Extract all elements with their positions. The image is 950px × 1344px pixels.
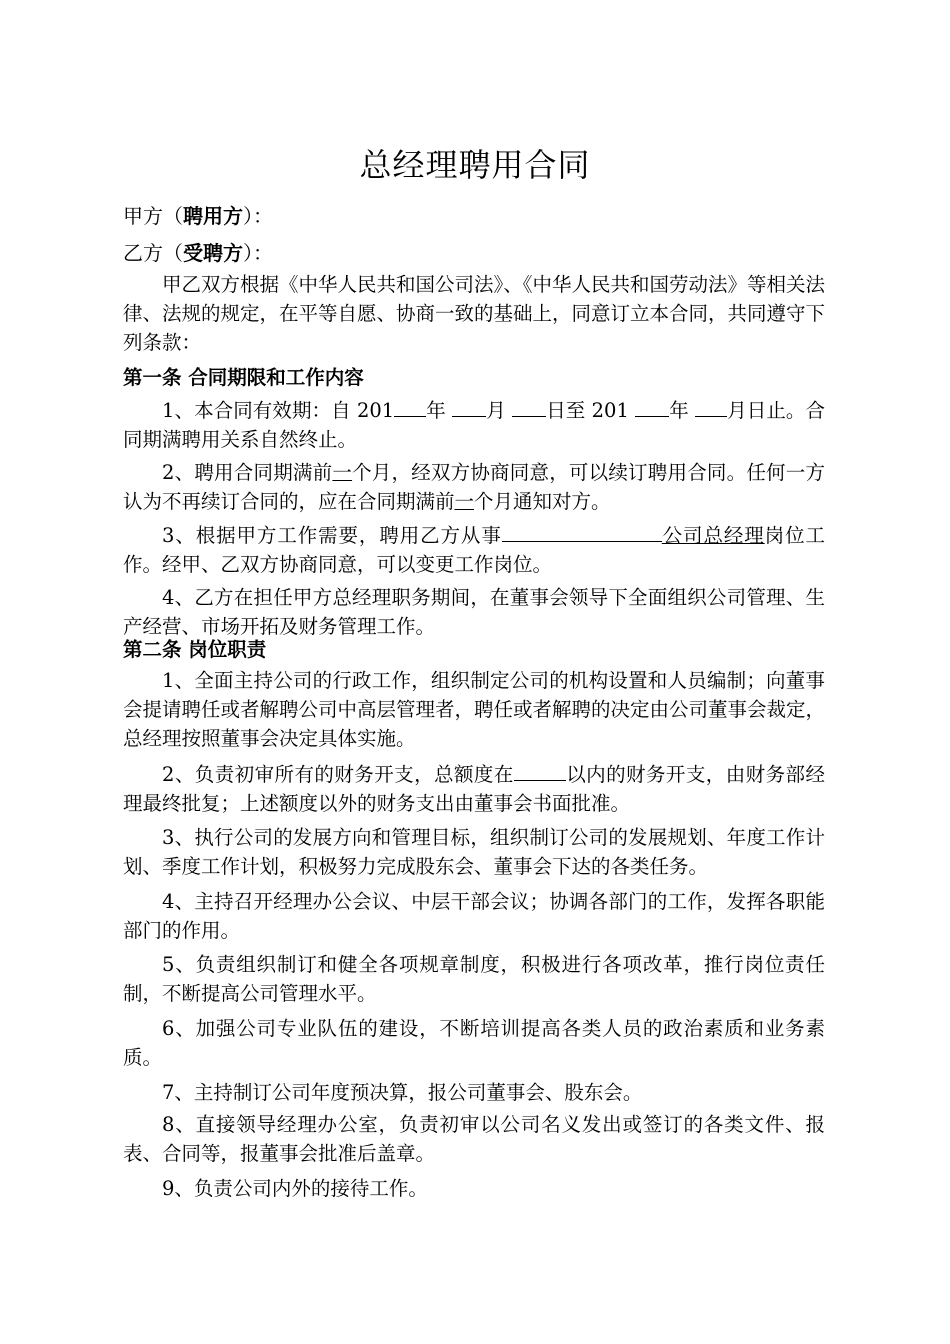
text-run: 1、本合同有效期：自 201 xyxy=(162,399,395,422)
section2-item-3: 3、执行公司的发展方向和管理目标，组织制订公司的发展规划、年度工作计划、季度工作计划，积极努力完成股东会、董事会下达的各类任务。 xyxy=(123,826,825,878)
party-a-line xyxy=(123,200,273,229)
section2-item-8: 8、直接领导经理办公室，负责初审以公司名义发出或签订的各类文件、报表、合同等，报董事会批准后盖章。 xyxy=(123,1113,825,1165)
page-title: 总经理聘用合同 xyxy=(359,146,591,184)
text-run: 月日止。合同期满聘用关系自然终止。 xyxy=(123,399,826,451)
blank-field xyxy=(502,523,662,542)
blank-field xyxy=(452,398,486,417)
text-run: 个月通知对方。 xyxy=(474,490,611,513)
underlined-value: 一 xyxy=(332,461,353,484)
section1-item-2 xyxy=(123,458,825,516)
section2-item-2 xyxy=(123,760,825,818)
section2-heading: 第二条 岗位职责 xyxy=(123,638,267,661)
party-a-role: 聘用方 xyxy=(183,204,243,228)
text-run: 年 xyxy=(669,399,696,422)
party-a-suffix: ）： xyxy=(243,204,273,228)
section2-item-5: 5、负责组织制订和健全各项规章制度，积极进行各项改革，推行岗位责任制，不断提高公司管理水平。 xyxy=(123,953,825,1005)
text-run: 月 xyxy=(486,399,513,422)
section1-item-1 xyxy=(123,396,825,454)
party-a-prefix: 甲方（ xyxy=(123,204,183,228)
blank-field xyxy=(635,398,669,417)
section2-item-6: 6、加强公司专业队伍的建设，不断培训提高各类人员的政治素质和业务素质。 xyxy=(123,1017,825,1069)
blank-field xyxy=(394,398,426,417)
text-run: 个月，经双方协商同意，可以续订聘用合同。任何一方认为不再续订合同的，应在合同期满前 xyxy=(123,461,825,513)
section2-item-9: 9、负责公司内外的接待工作。 xyxy=(162,1177,428,1200)
text-run: 年 xyxy=(426,399,453,422)
underlined-value: 一 xyxy=(454,490,475,513)
section2-item-1: 1、全面主持公司的行政工作，组织制定公司的机构设置和人员编制；向董事会提请聘任或者解聘公司中高层管理者，聘任或者解聘的决定由公司董事会裁定，总经理按照董事会决定具体实施。 xyxy=(123,669,826,750)
section2-item-7: 7、主持制订公司年度预决算，报公司董事会、股东会。 xyxy=(162,1081,643,1104)
intro-paragraph: 甲乙双方根据《中华人民共和国公司法》、《中华人民共和国劳动法》等相关法律、法规的规定，在平等自愿、协商一致的基础上，同意订立本合同，共同遵守下列条款： xyxy=(123,273,826,354)
text-run: 以内的财务开支，由财务部经理最终批复；上述额度以外的财务支出由董事会书面批准。 xyxy=(123,763,825,815)
underlined-value: 公司总经理 xyxy=(661,524,765,547)
party-b-role: 受聘方 xyxy=(183,241,243,265)
text-run: 岗位工作。经甲、乙双方协商同意，可以变更工作岗位。 xyxy=(123,524,825,576)
party-b-suffix: ）： xyxy=(243,241,273,265)
section1-item-3 xyxy=(123,521,825,579)
section1-item-4: 4、乙方在担任甲方总经理职务期间，在董事会领导下全面组织公司管理、生产经营、市场开拓及财务管理工作。 xyxy=(123,586,825,638)
blank-field xyxy=(512,398,546,417)
section1-heading: 第一条 合同期限和工作内容 xyxy=(123,366,364,389)
party-b-prefix: 乙方（ xyxy=(123,241,183,265)
text-run: 日至 201 xyxy=(546,399,636,422)
blank-field xyxy=(514,762,566,781)
blank-field xyxy=(695,398,727,417)
text-run: 3、根据甲方工作需要，聘用乙方从事 xyxy=(162,524,502,547)
text-run: 2、负责初审所有的财务开支，总额度在 xyxy=(162,763,514,786)
section2-item-4: 4、主持召开经理办公会议、中层干部会议；协调各部门的工作，发挥各职能部门的作用。 xyxy=(123,890,825,942)
party-b-line xyxy=(123,237,273,266)
text-run: 2、聘用合同期满前 xyxy=(162,461,333,484)
